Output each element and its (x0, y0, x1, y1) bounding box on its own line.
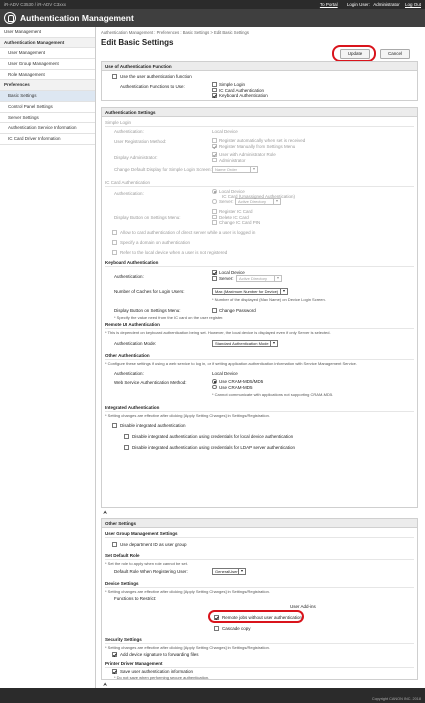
sidebar-item-user-group-management[interactable]: User Group Management (0, 59, 95, 70)
sidebar-heading-authentication-management: Authentication Management (0, 38, 95, 49)
to-portal-link[interactable]: To Portal (319, 2, 338, 7)
integrated-subheading: Integrated Authentication (105, 405, 160, 410)
keyboard-server-label: Server: (219, 276, 234, 281)
back-to-top-icon[interactable]: ⮝ (103, 682, 108, 688)
divider (105, 266, 414, 267)
security-note: * Setting changes are effective after clicking [Apply Setting Changes] in Settings/Registration. (105, 644, 270, 650)
sidebar-item-auth-service-info[interactable]: Authentication Service Information (0, 123, 95, 134)
login-label: Login User: (346, 2, 370, 7)
user-admin-role-checkbox[interactable] (212, 152, 217, 157)
disable-local-checkbox[interactable] (124, 434, 129, 439)
disable-ldap-checkbox[interactable] (124, 445, 129, 450)
top-links (320, 2, 421, 8)
default-display-label: Change Default Display for Simple Login Screen: (114, 167, 212, 172)
sidebar-item-user-management-sub[interactable]: User Management (0, 48, 95, 59)
logout-link[interactable]: Log Out (404, 2, 421, 7)
auth-settings-section (101, 107, 418, 508)
remote-ui-subheading: Remote UI Authentication (105, 322, 160, 327)
allow-ic-server-label: Allow to card authentication of direct server while a user is logged in (120, 230, 256, 235)
breadcrumb: Authentication Management : Preferences : Basic Settings > Edit Basic Settings (101, 30, 249, 35)
sidebar-item-user-management[interactable]: User Management (0, 27, 95, 38)
login-user: Administrator (373, 2, 400, 7)
main-content (100, 27, 420, 688)
specify-domain-checkbox[interactable] (112, 240, 117, 245)
disable-integrated-checkbox[interactable] (112, 423, 117, 428)
integrated-note: * Setting changes are effective after clicking [Apply Setting Changes] in Settings/Registration. (105, 413, 270, 418)
sidebar-item-control-panel-settings[interactable]: Control Panel Settings (0, 102, 95, 113)
ic-local-label: Local Device (219, 189, 245, 194)
other-auth-subheading: Other Authentication (105, 353, 150, 358)
remote-ui-mode-label: Authentication Mode: (114, 341, 157, 346)
cram-md5-label: Use CRAM-MD5 (219, 384, 253, 390)
ic-local-radio[interactable] (212, 189, 217, 194)
default-role-select[interactable]: GeneralUser ▼ (212, 568, 246, 575)
administrator-label: Administrator (219, 157, 246, 163)
cram-md5-radio[interactable] (212, 385, 217, 390)
divider (105, 411, 414, 412)
user-addins-label: User Add-ins (290, 604, 316, 609)
remote-ui-mode-select[interactable]: Standard Authentication Mode ▼ (212, 340, 278, 347)
sidebar-heading-preferences: Preferences (0, 80, 95, 91)
simple-auth-value: Local Device (212, 129, 238, 134)
functions-restrict-label: Functions to Restrict: (114, 596, 157, 601)
register-ic-checkbox[interactable] (212, 209, 217, 214)
remote-ui-note: * This is dependent on keyboard authentication being set. However, the local device is displayed even if only Server is selected. (105, 330, 331, 335)
divider (105, 667, 414, 668)
register-ic-label: Register IC Card (219, 209, 253, 214)
cascade-copy-checkbox[interactable] (214, 626, 219, 631)
keyboard-auth-label: Authentication: (114, 274, 144, 279)
use-auth-section (101, 61, 418, 101)
device-name: iR-ADV C3530 / iR-ADV C3xxx (4, 2, 67, 7)
divider (105, 126, 414, 127)
add-signature-label: Add device signature to forwarding files (120, 652, 199, 657)
use-dept-id-label: Use department ID as user group (120, 542, 187, 547)
sidebar-item-ic-card-driver-info[interactable]: IC Card Driver Information (0, 134, 95, 145)
keyboard-auth-label: Keyboard Authentication (219, 93, 268, 98)
device-settings-note: * Setting changes are effective after clicking [Apply Setting Changes] in Settings/Registration. (105, 588, 270, 594)
cram-md5-md5-label: Use CRAM-MD5/MD5 (219, 379, 264, 384)
functions-to-use-label: Authentication Functions to Use: (120, 84, 185, 89)
disable-local-label: Disable integrated authentication using credentials for local device authentication (132, 434, 294, 439)
user-reg-method-label: User Registration Method: (114, 139, 167, 144)
allow-ic-server-checkbox[interactable] (112, 230, 117, 235)
reg-manual-checkbox[interactable] (212, 144, 217, 149)
footer (0, 688, 425, 703)
security-subheading: Security Settings (105, 637, 142, 642)
num-caches-note: * Number of the displayed (Max Name) on Device Login Screen. (212, 297, 326, 302)
ic-server-select[interactable]: Active Directory ▼ (235, 198, 281, 205)
sidebar-item-role-management[interactable]: Role Management (0, 70, 95, 81)
use-user-auth-label: Use the user authentication function (120, 74, 192, 79)
user-admin-role-label: User with Administrator Role (219, 152, 276, 157)
ic-server-label: Server: (219, 199, 234, 204)
default-display-select[interactable]: Name Order ▼ (212, 166, 258, 173)
use-auth-title: Use of Authentication Function (102, 62, 417, 71)
default-role-subheading: Set Default Role (105, 553, 140, 558)
divider (105, 186, 414, 187)
save-auth-info-checkbox[interactable] (112, 669, 117, 674)
use-user-auth-checkbox[interactable] (112, 74, 117, 79)
group-mgmt-subheading: User Group Management Settings (105, 531, 178, 536)
default-role-note: * Set the role to apply when role cannot be set. (105, 560, 188, 566)
keyboard-auth-checkbox[interactable] (212, 93, 217, 98)
back-to-top-icon[interactable]: ⮝ (103, 510, 108, 516)
num-caches-label: Number of Caches for Login Users: (114, 289, 185, 294)
use-dept-id-checkbox[interactable] (112, 542, 117, 547)
reg-auto-label: Register automatically when set is received (219, 138, 306, 143)
sidebar-item-basic-settings[interactable]: Basic Settings (0, 91, 95, 102)
other-auth-label: Authentication: (114, 371, 144, 376)
refer-ic-checkbox[interactable] (112, 250, 117, 255)
cram-md5-md5-radio[interactable] (212, 379, 217, 384)
ic-card-auth-label: IC Card Authentication (219, 87, 265, 93)
ic-card-auth-checkbox[interactable] (212, 88, 217, 93)
change-password-checkbox[interactable] (212, 308, 217, 313)
disable-integrated-label: Disable integrated authentication (120, 423, 186, 428)
auth-settings-title: Authentication Settings (102, 108, 417, 117)
save-auth-info-label: Save user authentication information (120, 669, 194, 674)
authentication-logo-icon (4, 12, 16, 24)
keyboard-ie-note: * Specify the value need from the IC card on the user register. (114, 315, 224, 320)
cascade-copy-label: Cascade copy (222, 626, 251, 631)
sidebar (0, 27, 96, 688)
remote-jobs-highlight-ring (208, 610, 304, 623)
specify-domain-label: Specify a domain on authentication (120, 240, 191, 245)
simple-auth-label: Authentication: (114, 129, 144, 134)
ic-display-button-label: Display Button on Settings Menu: (114, 215, 181, 220)
keyboard-display-button-label: Display Button on Settings Menu: (114, 308, 181, 313)
reg-manual-label: Register Manually from Settings Menu (219, 143, 296, 149)
copyright: Copyright CANON INC. 2018 (371, 697, 421, 701)
administrator-checkbox[interactable] (212, 158, 217, 163)
web-service-method-label: Web Service Authentication Method: (114, 380, 187, 385)
other-auth-note: * Configure these settings if using a web service to log in, or if setting application authentication information with Service Management Service. (105, 361, 357, 366)
keyboard-subheading: Keyboard Authentication (105, 260, 159, 265)
delete-ic-checkbox[interactable] (212, 215, 217, 220)
add-signature-checkbox[interactable] (112, 652, 117, 657)
ic-unassigned-label: IC Card (Unassigned Authentication) (222, 194, 296, 199)
change-pin-label: Change IC Card PIN (219, 220, 261, 225)
printer-driver-subheading: Printer Driver Management (105, 661, 163, 666)
change-pin-checkbox[interactable] (212, 220, 217, 225)
divider (105, 359, 414, 360)
keyboard-local-label: Local Device (219, 270, 245, 275)
app-title: Authentication Management (20, 12, 134, 23)
remote-jobs-label: Remote jobs without user authentication (222, 615, 303, 620)
other-settings-title: Other Settings (102, 519, 417, 528)
divider (105, 537, 414, 538)
ic-auth-label: Authentication: (114, 191, 144, 196)
update-button[interactable]: Update (340, 49, 370, 59)
cram-note: * Cannot communicate with applications not supporting CRAM-MD5. (212, 392, 334, 397)
simple-login-subheading: Simple Login (105, 120, 132, 125)
ic-server-radio[interactable] (212, 199, 217, 204)
simple-login-checkbox[interactable] (212, 82, 217, 87)
default-role-label: Default Role When Registering User: (114, 569, 188, 574)
sidebar-item-server-settings[interactable]: Server Settings (0, 113, 95, 124)
reg-auto-checkbox[interactable] (212, 138, 217, 143)
printer-driver-note: * Do not save when performing secure authentication. (114, 674, 210, 680)
update-highlight-ring (332, 45, 376, 62)
num-caches-select[interactable]: Max (Maximum Number for Device) ▼ (212, 288, 288, 295)
top-bar (0, 0, 425, 9)
keyboard-local-checkbox[interactable] (212, 270, 217, 275)
keyboard-server-select[interactable]: Active Directory ▼ (236, 275, 282, 282)
display-admin-label: Display Administrator: (114, 155, 158, 160)
simple-login-label: Simple Login (219, 82, 246, 87)
delete-ic-label: Delete IC Card (219, 214, 249, 220)
divider (105, 328, 414, 329)
cancel-button[interactable]: Cancel (380, 49, 410, 59)
ic-card-subheading: IC Card Authentication (105, 180, 151, 185)
other-settings-section (101, 518, 418, 680)
disable-ldap-label: Disable integrated authentication using credentials for LDAP server authentication (132, 445, 296, 450)
keyboard-server-checkbox[interactable] (212, 276, 217, 281)
title-bar (0, 9, 425, 27)
other-auth-value: Local Device (212, 371, 238, 376)
change-password-label: Change Password (219, 308, 256, 313)
page-title: Edit Basic Settings (101, 38, 174, 47)
device-settings-subheading: Device Settings (105, 581, 139, 586)
refer-ic-label: Refer to the local device when a user is not registered (120, 250, 228, 255)
